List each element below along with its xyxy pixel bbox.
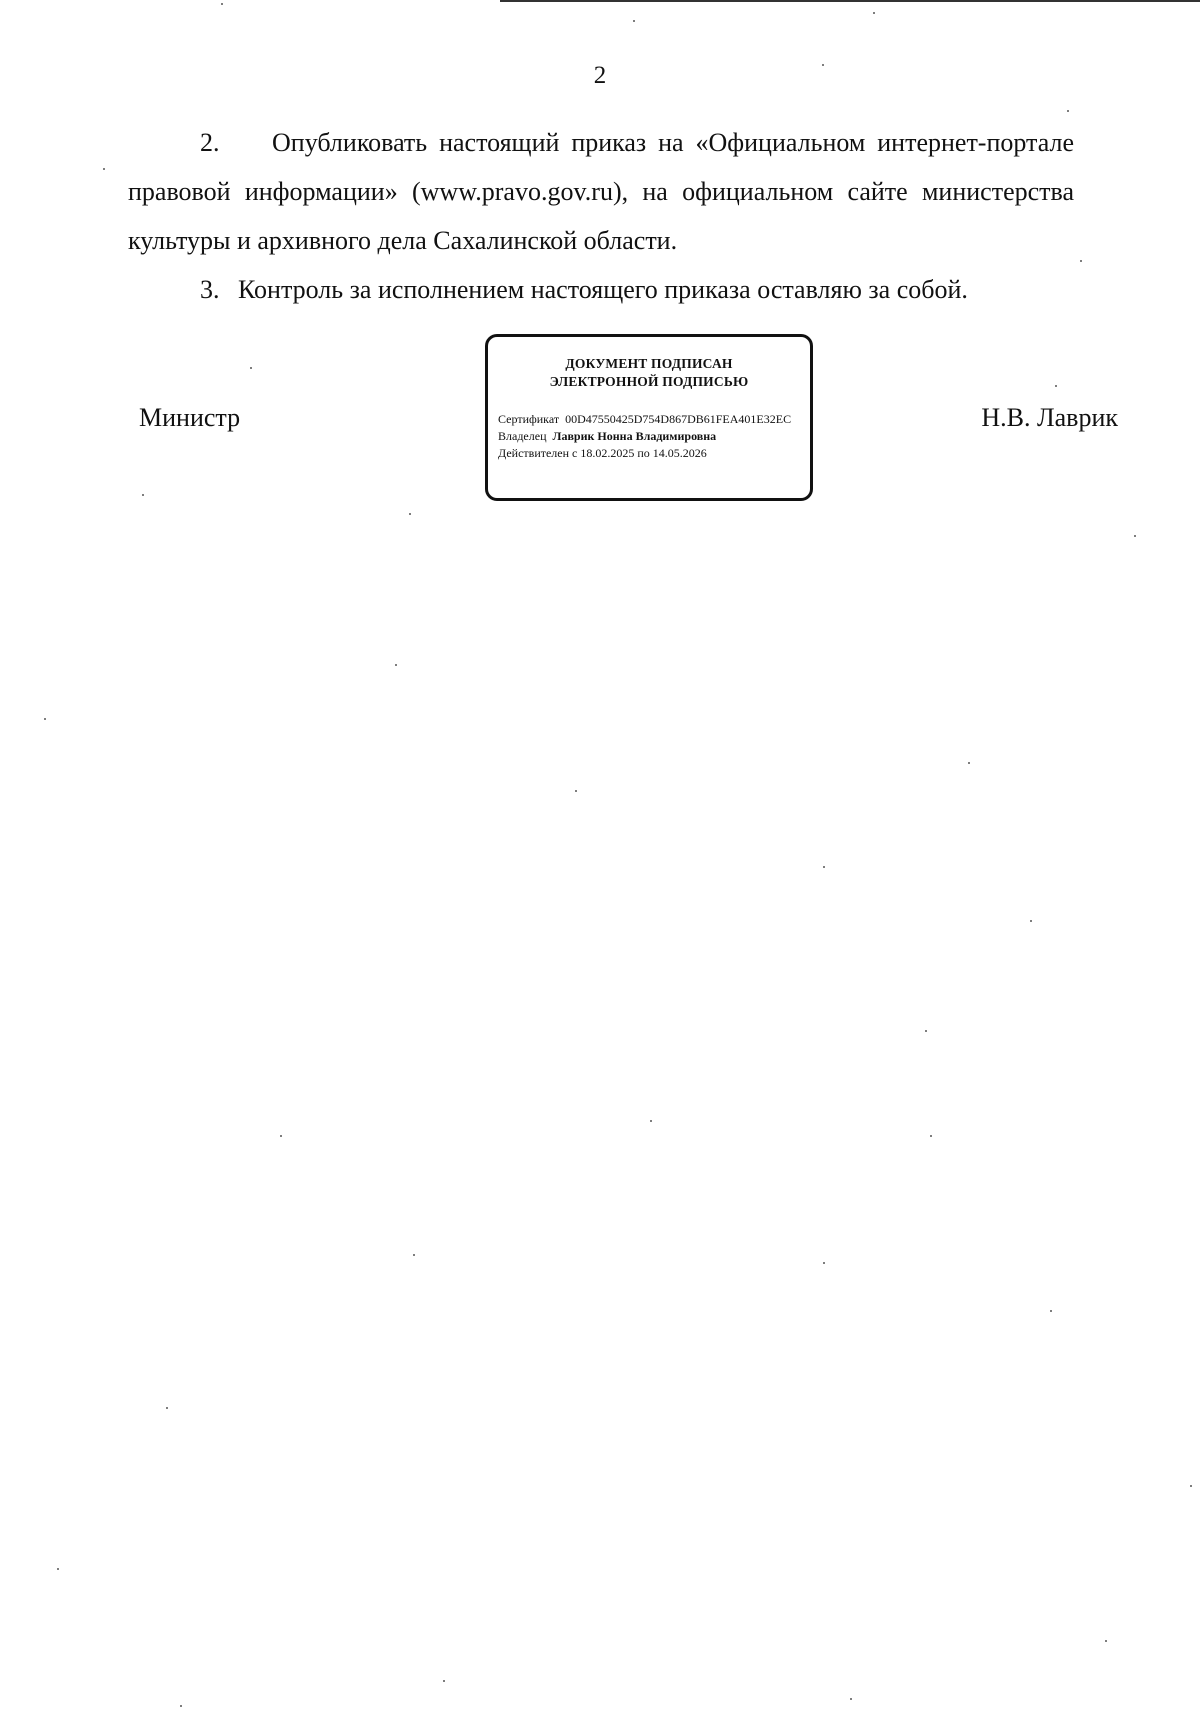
scan-speck	[850, 1698, 852, 1700]
scan-speck	[575, 790, 577, 792]
certificate-value: 00D47550425D754D867DB61FEA401E32EC	[565, 412, 792, 426]
document-body	[128, 118, 1074, 314]
scan-speck	[413, 1254, 415, 1256]
scan-speck	[823, 1262, 825, 1264]
paragraph-item	[128, 265, 1074, 314]
scan-speck	[822, 64, 824, 66]
scan-speck	[633, 20, 635, 22]
stamp-heading-line: ДОКУМЕНТ ПОДПИСАН	[565, 356, 733, 371]
scan-speck	[930, 1135, 932, 1137]
paragraph-text: Опубликовать настоящий приказ на «Официальном интернет-портале правовой информации» (www.pravo.gov.ru), на официальном сайте министерства культуры и архивного дела Сахалинской области.	[128, 128, 1074, 255]
signer-name: Н.В. Лаврик	[981, 403, 1118, 432]
paragraph-number: 2.	[200, 128, 220, 157]
paragraph-item	[128, 118, 1074, 265]
scan-speck	[1050, 1310, 1052, 1312]
scan-speck	[180, 1705, 182, 1707]
scan-speck	[1055, 385, 1057, 387]
scan-speck	[443, 1680, 445, 1682]
scan-speck	[1067, 110, 1069, 112]
scan-speck	[823, 866, 825, 868]
owner-line	[498, 428, 802, 445]
stamp-heading	[488, 355, 810, 391]
scan-speck	[280, 1135, 282, 1137]
certificate-line	[498, 411, 802, 428]
scan-speck	[57, 1568, 59, 1570]
scan-speck	[650, 1120, 652, 1122]
scan-edge-line	[500, 0, 1200, 2]
scan-speck	[409, 513, 411, 515]
scan-speck	[1190, 1485, 1192, 1487]
paragraph-number: 3.	[200, 275, 220, 304]
signature-block	[0, 330, 1200, 510]
scan-speck	[925, 1030, 927, 1032]
certificate-label: Сертификат	[498, 412, 560, 426]
scan-speck	[44, 718, 46, 720]
scan-speck	[166, 1407, 168, 1409]
page-number: 2	[593, 62, 607, 89]
paragraph-text: Контроль за исполнением настоящего приказа оставляю за собой.	[238, 275, 968, 304]
scan-speck	[250, 367, 252, 369]
electronic-signature-stamp	[485, 334, 813, 501]
scan-speck	[1105, 1640, 1107, 1642]
scan-speck	[1030, 920, 1032, 922]
scan-speck	[103, 168, 105, 170]
scan-speck	[221, 3, 223, 5]
scan-speck	[873, 12, 875, 14]
stamp-details	[498, 411, 802, 462]
scan-speck	[968, 762, 970, 764]
stamp-heading-line: ЭЛЕКТРОННОЙ ПОДПИСЬЮ	[549, 374, 749, 389]
signer-position: Министр	[139, 403, 241, 432]
scan-speck	[142, 494, 144, 496]
scan-speck	[395, 664, 397, 666]
scan-speck	[1080, 260, 1082, 262]
owner-value: Лаврик Нонна Владимировна	[552, 429, 717, 443]
validity-line: Действителен с 18.02.2025 по 14.05.2026	[498, 446, 707, 460]
owner-label: Владелец	[498, 429, 547, 443]
scan-speck	[1134, 535, 1136, 537]
